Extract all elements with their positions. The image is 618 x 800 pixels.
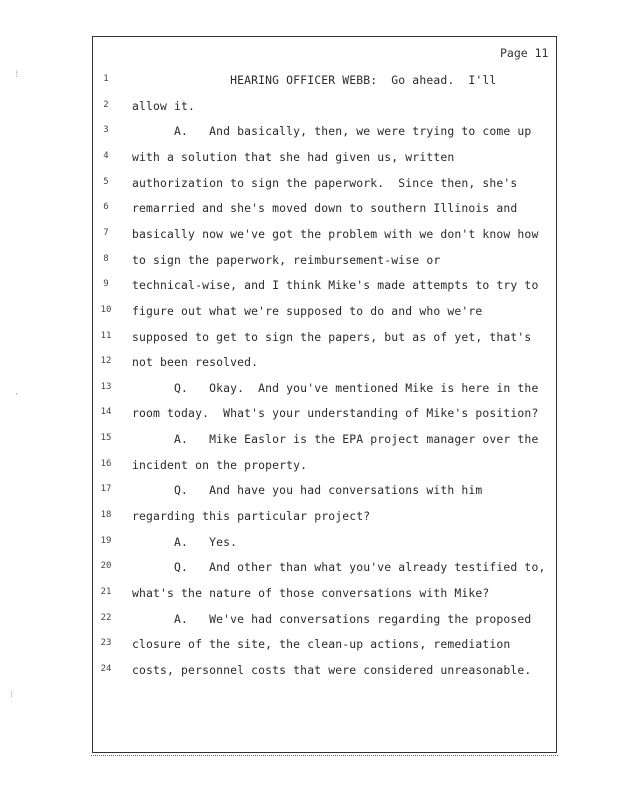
line-number: 15 bbox=[100, 433, 112, 443]
transcript-line: A. We've had conversations regarding the proposed bbox=[132, 612, 532, 626]
line-number: 14 bbox=[100, 407, 112, 417]
transcript-line: to sign the paperwork, reimbursement-wise or bbox=[132, 253, 441, 267]
line-number: 18 bbox=[100, 510, 112, 520]
line-number: 20 bbox=[100, 561, 112, 571]
transcript-line: supposed to get to sign the papers, but as of yet, that's bbox=[132, 330, 532, 344]
transcript-line: A. Yes. bbox=[132, 535, 238, 549]
line-number: 7 bbox=[103, 228, 109, 238]
transcript-line: A. And basically, then, we were trying to come up bbox=[132, 124, 532, 138]
transcript-line: closure of the site, the clean-up actions, remediation bbox=[132, 637, 511, 651]
transcript-line: HEARING OFFICER WEBB: Go ahead. I'll bbox=[132, 73, 497, 87]
margin-mark: ⁞ bbox=[14, 70, 20, 80]
page-number: Page 11 bbox=[500, 46, 549, 60]
transcript-line: technical-wise, and I think Mike's made attempts to try to bbox=[132, 278, 539, 292]
line-number: 22 bbox=[100, 613, 112, 623]
line-number: 10 bbox=[100, 305, 112, 315]
line-number: 6 bbox=[103, 202, 109, 212]
line-number: 11 bbox=[100, 331, 112, 341]
line-number: 21 bbox=[100, 587, 112, 597]
line-number: 24 bbox=[100, 664, 112, 674]
transcript-line: what's the nature of those conversations with Mike? bbox=[132, 586, 490, 600]
transcript-line: Q. And other than what you've already testified to, bbox=[132, 560, 546, 574]
line-number: 16 bbox=[100, 459, 112, 469]
line-number: 1 bbox=[103, 74, 109, 84]
transcript-line: Q. And have you had conversations with him bbox=[132, 483, 483, 497]
line-number: 12 bbox=[100, 356, 112, 366]
line-number: 4 bbox=[103, 151, 109, 161]
line-number: 3 bbox=[103, 125, 109, 135]
transcript-line: incident on the property. bbox=[132, 458, 308, 472]
margin-mark: ⁝ bbox=[10, 690, 13, 700]
transcript-line: with a solution that she had given us, written bbox=[132, 150, 455, 164]
transcript-line: basically now we've got the problem with we don't know how bbox=[132, 227, 539, 241]
transcript-line: regarding this particular project? bbox=[132, 509, 371, 523]
transcript-line: figure out what we're supposed to do and who we're bbox=[132, 304, 483, 318]
line-number: 17 bbox=[100, 484, 112, 494]
transcript-line: costs, personnel costs that were considered unreasonable. bbox=[132, 663, 532, 677]
transcript-line: not been resolved. bbox=[132, 355, 259, 369]
transcript-line: Q. Okay. And you've mentioned Mike is here in the bbox=[132, 381, 539, 395]
line-number: 9 bbox=[103, 279, 109, 289]
line-number: 5 bbox=[103, 177, 109, 187]
transcript-line: A. Mike Easlor is the EPA project manager over the bbox=[132, 432, 539, 446]
line-number: 19 bbox=[100, 536, 112, 546]
transcript-line: remarried and she's moved down to southern Illinois and bbox=[132, 201, 518, 215]
line-number: 2 bbox=[103, 100, 109, 110]
transcript-line: allow it. bbox=[132, 99, 196, 113]
transcript-line: authorization to sign the paperwork. Since then, she's bbox=[132, 176, 518, 190]
transcript-line: room today. What's your understanding of Mike's position? bbox=[132, 406, 539, 420]
line-number: 8 bbox=[103, 254, 109, 264]
line-number: 23 bbox=[100, 638, 112, 648]
margin-mark: · bbox=[14, 390, 20, 400]
line-number: 13 bbox=[100, 382, 112, 392]
